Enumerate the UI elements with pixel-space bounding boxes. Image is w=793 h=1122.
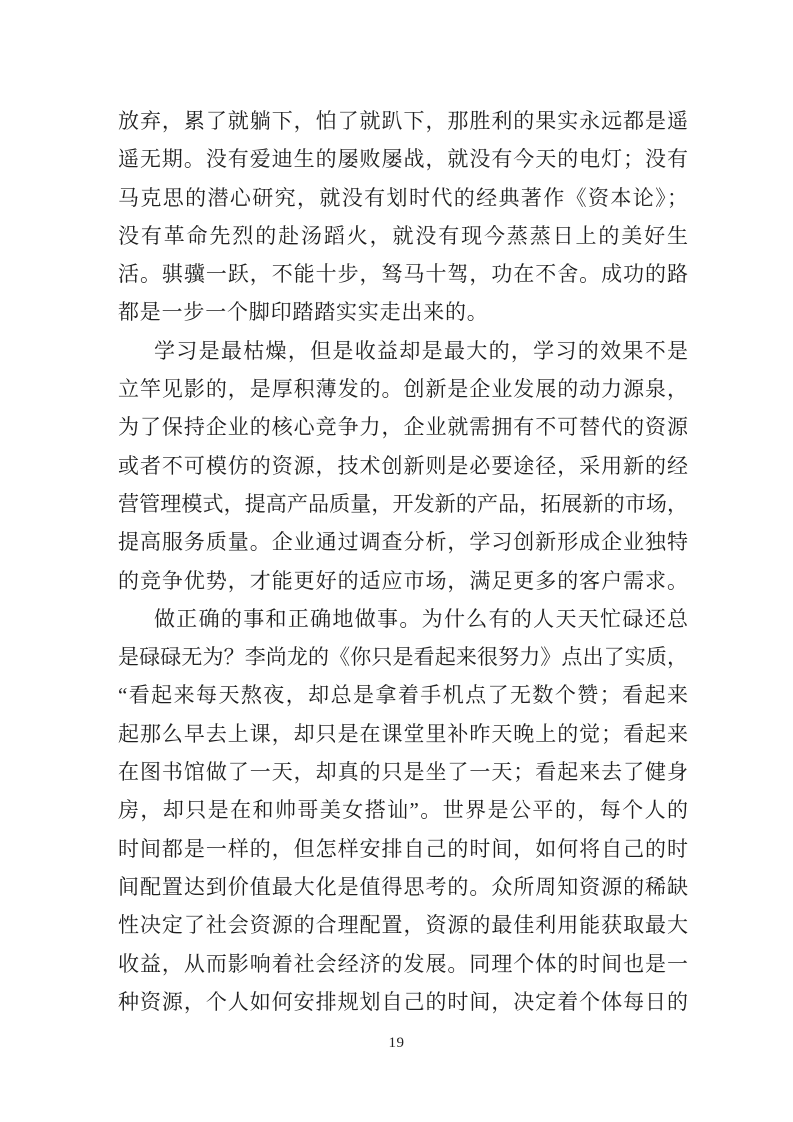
text-line: 遥无期。没有爱迪生的屡败屡战，就没有今天的电灯；没有 [118,147,688,172]
text-line: 的竞争优势，才能更好的适应市场，满足更多的客户需求。 [118,568,688,593]
text-line: 马克思的潜心研究，就没有划时代的经典著作《资本论》； [118,185,688,210]
page-number: 19 [388,1035,405,1051]
paragraph-2 [118,332,688,600]
text-line: 性决定了社会资源的合理配置，资源的最佳利用能获取最大 [118,913,688,938]
text-line: 学习是最枯燥，但是收益却是最大的，学习的效果不是 [154,338,688,363]
page-body [118,102,688,1021]
text-line: 都是一步一个脚印踏踏实实走出来的。 [118,300,489,325]
paragraph-1 [118,102,688,332]
text-line: 立竿见影的，是厚积薄发的。创新是企业发展的动力源泉， [118,377,688,402]
text-line: 时间都是一样的，但怎样安排自己的时间，如何将自己的时 [118,836,688,861]
text-line: 种资源，个人如何安排规划自己的时间，决定着个体每日的 [118,989,688,1014]
text-line: 没有革命先烈的赴汤蹈火，就没有现今蒸蒸日上的美好生 [118,223,688,248]
text-line: 起那么早去上课，却只是在课堂里补昨天晚上的觉；看起来 [118,721,688,746]
text-line: 活。骐骥一跃，不能十步，驽马十驾，功在不舍。成功的路 [118,262,688,287]
text-line: 收益，从而影响着社会经济的发展。同理个体的时间也是一 [118,951,688,976]
text-line: “看起来每天熬夜，却总是拿着手机点了无数个赞；看起来 [118,683,688,708]
text-line: 或者不可模仿的资源，技术创新则是必要途径，采用新的经 [118,453,688,478]
paragraph-3 [118,600,688,1021]
page-footer [0,1034,793,1052]
text-line: 在图书馆做了一天，却真的只是坐了一天；看起来去了健身 [118,760,688,785]
text-line: 提高服务质量。企业通过调查分析，学习创新形成企业独特 [118,530,688,555]
text-line: 间配置达到价值最大化是值得思考的。众所周知资源的稀缺 [118,874,688,899]
text-line: 营管理模式，提高产品质量，开发新的产品，拓展新的市场， [118,491,688,516]
text-line: 房，却只是在和帅哥美女搭讪”。世界是公平的，每个人的 [118,798,688,823]
text-line: 做正确的事和正确地做事。为什么有的人天天忙碌还总 [154,606,688,631]
text-line: 是碌碌无为？李尚龙的《你只是看起来很努力》点出了实质， [118,645,688,670]
text-line: 放弃，累了就躺下，怕了就趴下，那胜利的果实永远都是遥 [118,109,688,133]
text-line: 为了保持企业的核心竞争力，企业就需拥有不可替代的资源 [118,415,688,440]
